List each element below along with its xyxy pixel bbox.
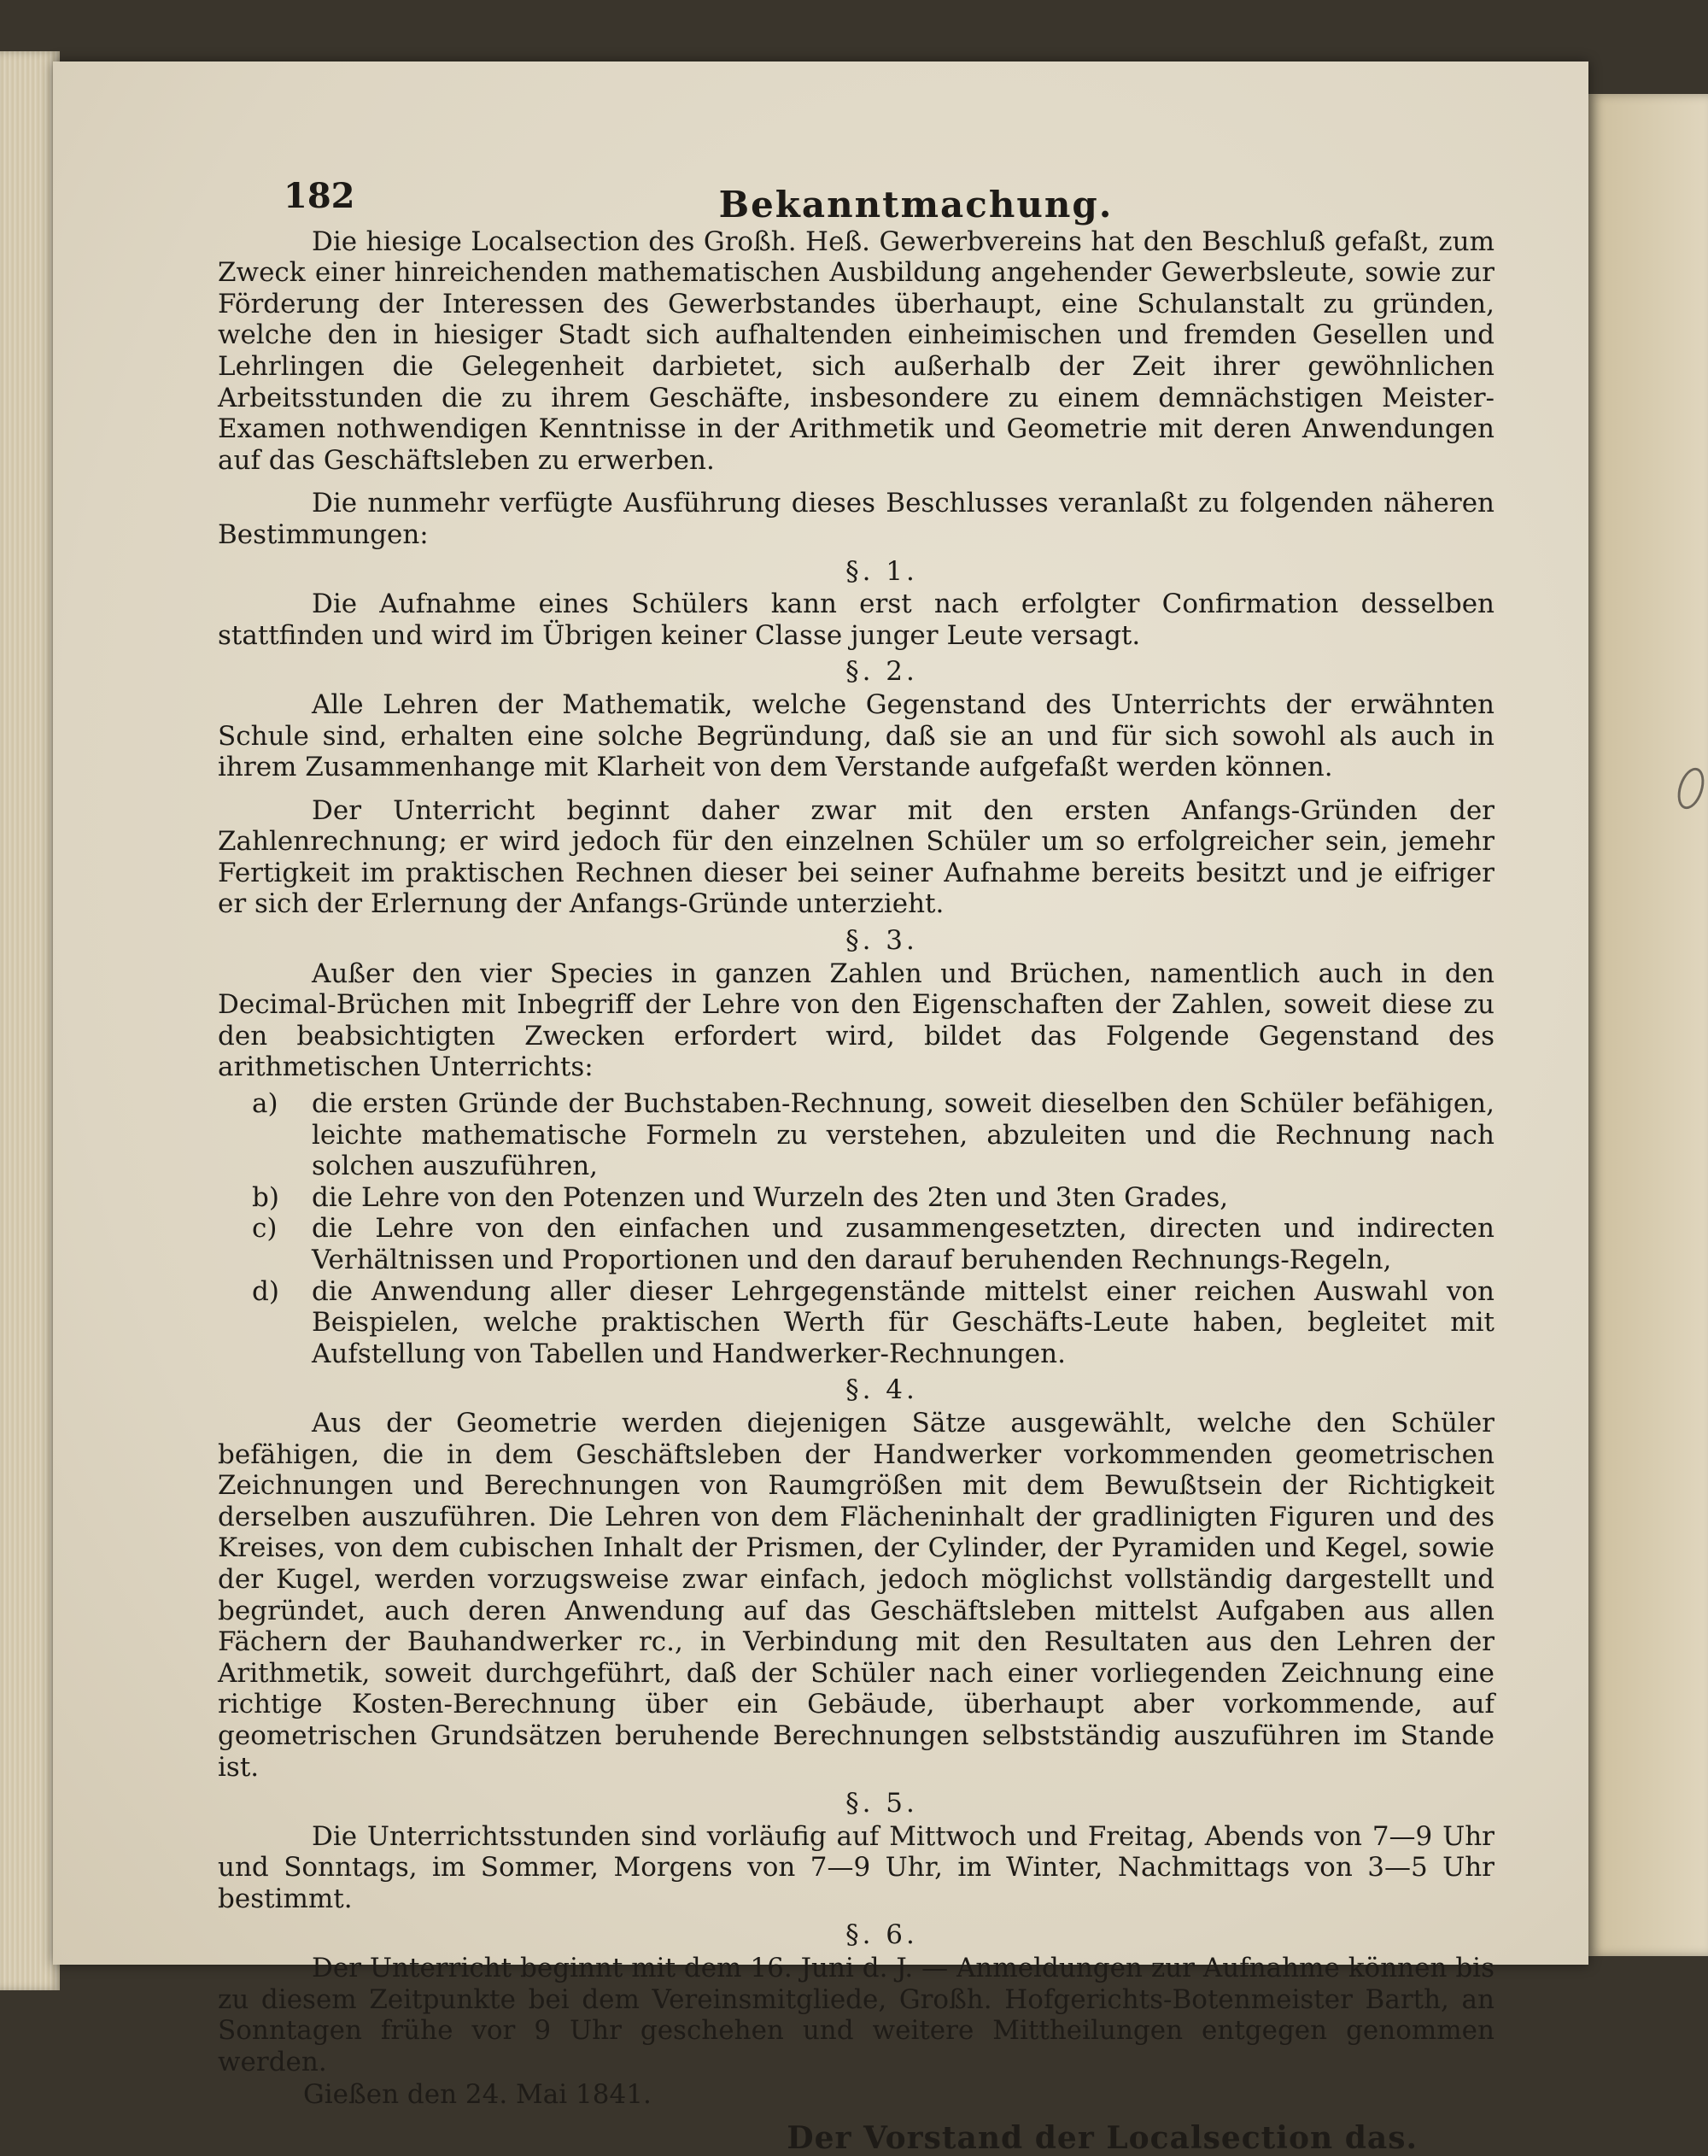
section-2-paragraph: Der Unterricht beginnt daher zwar mit den ersten Anfangs-Gründen der Zahlenrechnung; er wird jedoch für den einzelnen Schüler um so erfolgreicher sein, jemehr Fertigkeit im praktischen Rechnen dieser bei seiner Aufnahme bereits besitzt und je eifriger er sich der Erlernung der Anfangs-Gründe unterzieht. (218, 794, 1494, 920)
list-item-label: d) (252, 1275, 279, 1307)
book-page-edges (0, 51, 60, 1990)
list-item-text: die Anwendung aller dieser Lehrgegenstände mittelst einer reichen Auswahl von Beispielen, welche praktischen Werth für Geschäfts-Leute haben, begleitet mit Aufstellung von Tabellen und Handwerker-Rechnungen. (312, 1275, 1494, 1369)
section-6-paragraph: Der Unterricht beginnt mit dem 16. Juni d. J. — Anmeldungen zur Aufnahme können bis zu diesem Zeitpunkte bei dem Vereinsmitgliede, Großh. Hofgerichts-Botenmeister Barth, an Sonntagen frühe vor 9 Uhr geschehen und weitere Mittheilungen entgegen genommen werden. (218, 1953, 1494, 2077)
section-heading-4: §. 4. (845, 1374, 918, 1406)
list-item-text: die Lehre von den einfachen und zusammengesetzten, directen und indirecten Verhältnissen und Proportionen und den darauf beruhenden Rechnungs-Regeln, (312, 1213, 1494, 1275)
section-4-paragraph: Aus der Geometrie werden diejenigen Sätze ausgewählt, welche den Schüler befähigen, die in dem Geschäftsleben der Handwerker vorkommenden geometrischen Zeichnungen und Berechnungen von Raumgrößen mit dem Bewußtsein der Richtigkeit derselben auszuführen. Die Lehren von dem Flächeninhalt der gradlinigten Figuren und des Kreises, von dem cubischen Inhalt der Prismen, der Cylinder, der Pyramiden und Kegel, sowie der Kugel, werden vorzugsweise zwar einfach, jedoch möglichst vollständig dargestellt und begründet, auch deren Anwendung auf das Geschäftsleben mittelst Aufgaben aus allen Fächern der Bauhandwerker rc., in Verbindung mit den Resultaten aus den Lehren der Arithmetik, soweit durchgeführt, daß der Schüler nach einer vorliegenden Zeichnung eine richtige Kosten-Berechnung über ein Gebäude, überhaupt aber vorkommende, auf geometrischen Grundsätzen beruhende Berechnungen selbstständig auszuführen im Stande ist. (218, 1407, 1494, 1783)
list-item (218, 1213, 1494, 1275)
list-item (218, 1182, 1494, 1214)
list-item-label: a) (252, 1088, 278, 1120)
list-item-label: b) (252, 1181, 279, 1213)
section-heading-2: §. 2. (845, 656, 918, 688)
section-heading-3: §. 3. (845, 925, 918, 957)
date-line: Gießen den 24. Mai 1841. (303, 2079, 652, 2111)
section-5-paragraph: Die Unterrichtsstunden sind vorläufig auf Mittwoch und Freitag, Abends von 7—9 Uhr und Sonntags, im Sommer, Morgens von 7—9 Uhr, im Winter, Nachmittags von 3—5 Uhr bestimmt. (218, 1820, 1494, 1914)
signature: Der Vorstand der Localsection das. (787, 2120, 1418, 2156)
section-1-paragraph: Die Aufnahme eines Schülers kann erst nach erfolgter Confirmation desselben stattfinden und wird im Übrigen keiner Classe junger Leute versagt. (218, 589, 1494, 651)
section-3-paragraph: Außer den vier Species in ganzen Zahlen und Brüchen, namentlich auch in den Decimal-Brüchen mit Inbegriff der Lehre von den Eigenschaften der Zahlen, soweit diese zu den beabsichtigten Zwecken erfordert wird, bildet das Folgende Gegenstand des arithmetischen Unterrichts: (218, 958, 1494, 1083)
arithmetic-topics-list (218, 1088, 1494, 1369)
page-number: 182 (284, 176, 355, 216)
list-item (218, 1088, 1494, 1182)
list-item-text: die ersten Gründe der Buchstaben-Rechnung, soweit dieselben den Schüler befähigen, leichte mathematische Formeln zu verstehen, abzuleiten und die Rechnung nach solchen auszuführen, (312, 1088, 1494, 1182)
list-item (218, 1276, 1494, 1370)
section-2-paragraph: Alle Lehren der Mathematik, welche Gegenstand des Unterrichts der erwähnten Schule sind, erhalten eine solche Begründung, daß sie an und für sich sowohl als auch in ihrem Zusammenhange mit Klarheit von dem Verstande aufgefaßt werden können. (218, 688, 1494, 783)
document-body (218, 184, 1494, 2156)
list-item-label: c) (252, 1213, 278, 1245)
intro-paragraph: Die nunmehr verfügte Ausführung dieses Beschlusses veranlaßt zu folgenden näheren Bestimmungen: (218, 488, 1494, 550)
section-heading-1: §. 1. (845, 555, 918, 587)
section-heading-6: §. 6. (845, 1919, 918, 1951)
section-heading-5: §. 5. (845, 1788, 918, 1819)
list-item-text: die Lehre von den Potenzen und Wurzeln des 2ten und 3ten Grades, (312, 1181, 1229, 1213)
intro-paragraph: Die hiesige Localsection des Großh. Heß. Gewerbvereins hat den Beschluß gefaßt, zum Zweck einer hinreichenden mathematischen Ausbildung angehender Gewerbsleute, sowie zur Förderung der Interessen des Gewerbstandes überhaupt, eine Schulanstalt zu gründen, welche den in hiesiger Stadt sich aufhaltenden einheimischen und fremden Gesellen und Lehrlingen die Gelegenheit darbietet, sich außerhalb der Zeit ihrer gewöhnlichen Arbeitsstunden die zu ihrem Geschäfte, insbesondere zu einem demnächstigen Meister-Examen nothwendigen Kenntnisse in der Arithmetik und Geometrie mit deren Anwendungen auf das Geschäftsleben zu erwerben. (218, 226, 1494, 476)
page-title: Bekanntmachung. (718, 184, 1114, 226)
facing-page-edge (1588, 94, 1708, 1956)
